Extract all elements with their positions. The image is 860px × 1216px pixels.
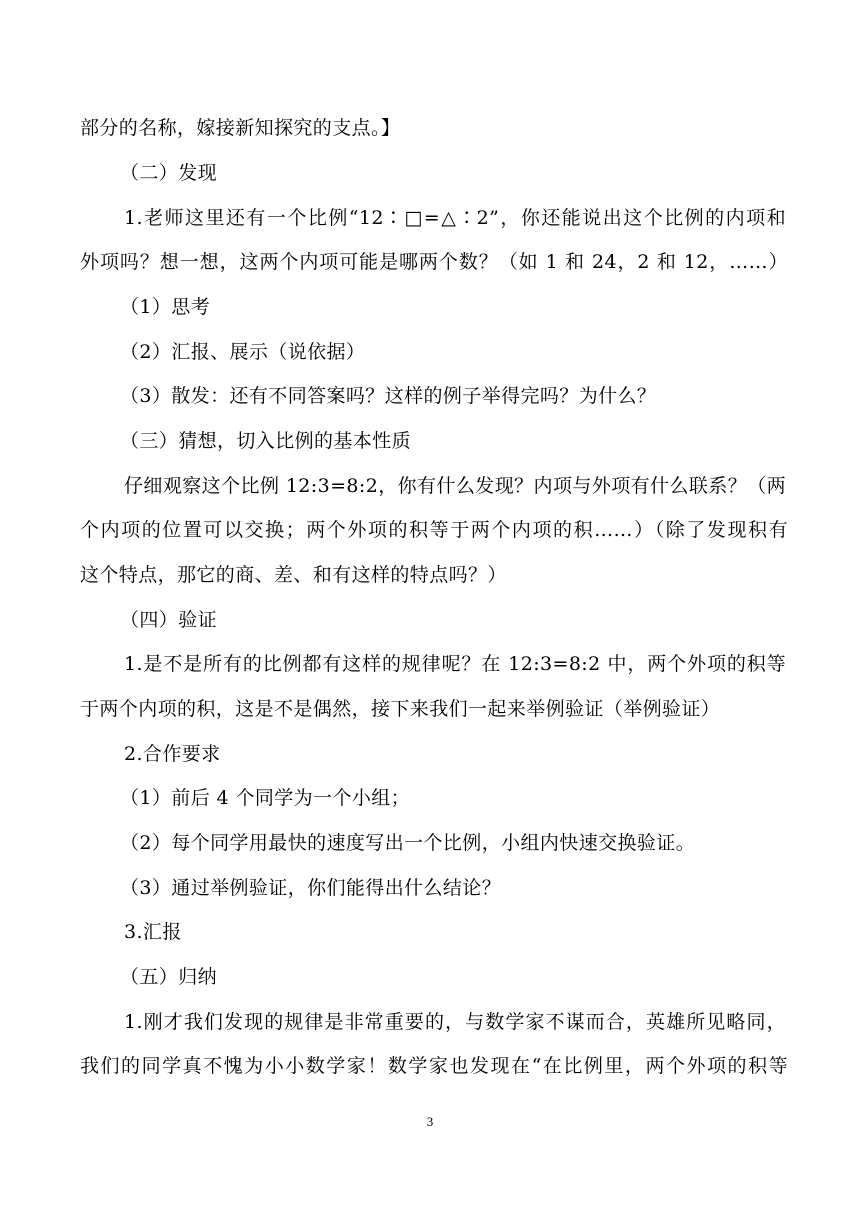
text-line-13: 1.是不是所有的比例都有这样的规律呢？在 12:3=8:2 中，两个外项的积等 <box>124 653 786 675</box>
item-cooperation-requirements: 2.合作要求 <box>124 743 221 765</box>
text-line-4: 外项吗？想一想，这两个内项可能是哪两个数？（如 1 和 24，2 和 12，……） <box>80 251 788 273</box>
text-line-11: 这个特点，那它的商、差、和有这样的特点吗？） <box>80 564 507 586</box>
step-think: （1）思考 <box>120 296 211 318</box>
section-heading-discover: （二）发现 <box>120 162 218 184</box>
text-line-3: 1.老师这里还有一个比例“12∶□=△∶2”，你还能说出这个比例的内项和 <box>124 207 786 229</box>
section-heading-guess: （三）猜想，切入比例的基本性质 <box>120 430 412 452</box>
requirement-3: （3）通过举例验证，你们能得出什么结论？ <box>120 877 502 899</box>
section-heading-verify: （四）验证 <box>120 609 218 631</box>
page-number: 3 <box>426 1114 434 1129</box>
requirement-1: （1）前后 4 个同学为一个小组； <box>120 787 411 809</box>
step-report: （2）汇报、展示（说依据） <box>120 341 366 363</box>
text-line-21: 1.刚才我们发现的规律是非常重要的，与数学家不谋而合，英雄所见略同， <box>124 1011 786 1033</box>
text-line-10: 个内项的位置可以交换；两个外项的积等于两个内项的积……）（除了发现积有 <box>80 519 788 541</box>
text-line-14: 于两个内项的积，这是不是偶然，接下来我们一起来举例验证（举例验证） <box>80 698 721 720</box>
step-diverge: （3）散发：还有不同答案吗？这样的例子举得完吗？为什么？ <box>120 385 657 407</box>
text-line-9: 仔细观察这个比例 12:3=8:2，你有什么发现？内项与外项有什么联系？（两 <box>124 475 786 497</box>
text-line-1: 部分的名称，嫁接新知探究的支点。】 <box>80 117 401 139</box>
item-report: 3.汇报 <box>124 921 182 943</box>
section-heading-summarize: （五）归纳 <box>120 966 218 988</box>
text-line-22: 我们的同学真不愧为小小数学家！数学家也发现在“在比例里，两个外项的积等 <box>80 1055 788 1077</box>
requirement-2: （2）每个同学用最快的速度写出一个比例，小组内快速交换验证。 <box>120 832 696 854</box>
